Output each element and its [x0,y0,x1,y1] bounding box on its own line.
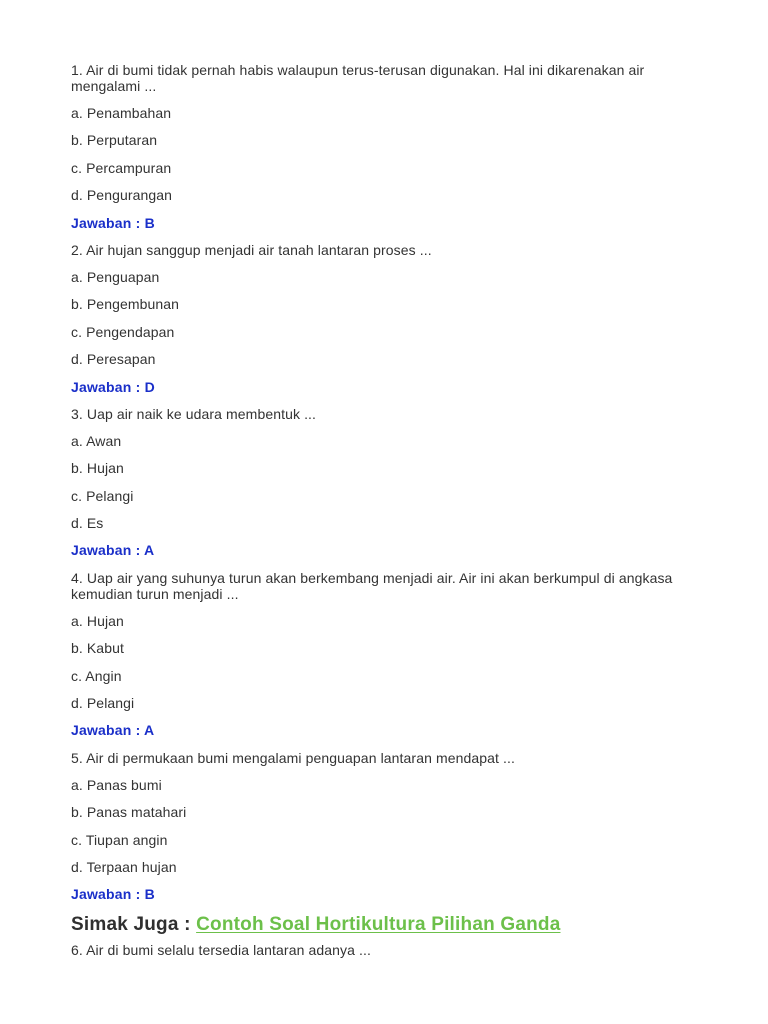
question-block [71,406,711,559]
option-a: a. Awan [71,432,122,449]
option-d: d. Pengurangan [71,187,173,204]
related-article-link[interactable]: Contoh Soal Hortikultura Pilihan Ganda [196,913,561,935]
question-block [71,750,711,903]
question-text: 3. Uap air naik ke udara membentuk ... [71,405,317,422]
answer-key: Jawaban : A [71,542,155,559]
option-c: c. Tiupan angin [71,831,168,848]
question-text: 5. Air di permukaan bumi mengalami penguapan lantaran mendapat ... [71,749,515,766]
answer-key: Jawaban : A [71,722,155,739]
option-d: d. Pelangi [71,695,135,712]
option-a: a. Penguapan [71,268,160,285]
option-d: d. Terpaan hujan [71,858,177,875]
option-d: d. Peresapan [71,351,156,368]
related-article-prefix: Simak Juga : [71,913,197,935]
question-block [71,62,711,231]
question-block [71,570,711,739]
question-text: 6. Air di bumi selalu tersedia lantaran adanya ... [71,941,371,958]
option-c: c. Pengendapan [71,323,175,340]
option-b: b. Perputaran [71,132,158,149]
answer-key: Jawaban : D [71,378,155,395]
option-c: c. Percampuran [71,159,172,176]
question-text: 1. Air di bumi tidak pernah habis walaupun terus-terusan digunakan. Hal ini dikarenakan air mengalami ... [71,62,645,94]
question-text: 2. Air hujan sanggup menjadi air tanah lantaran proses ... [71,241,432,258]
option-d: d. Es [71,515,104,532]
option-a: a. Panas bumi [71,776,162,793]
option-b: b. Kabut [71,640,124,657]
option-a: a. Hujan [71,612,124,629]
answer-key: Jawaban : B [71,214,155,231]
option-b: b. Hujan [71,460,124,477]
quiz-content [71,62,711,969]
answer-key: Jawaban : B [71,886,155,903]
option-c: c. Angin [71,667,122,684]
option-b: b. Pengembunan [71,296,180,313]
related-article [71,914,711,936]
option-b: b. Panas matahari [71,804,187,821]
option-c: c. Pelangi [71,487,134,504]
question-block [71,242,711,395]
question-text: 4. Uap air yang suhunya turun akan berkembang menjadi air. Air ini akan berkumpul di angkasa kemudian turun menjadi ... [71,569,673,602]
option-a: a. Penambahan [71,105,172,121]
